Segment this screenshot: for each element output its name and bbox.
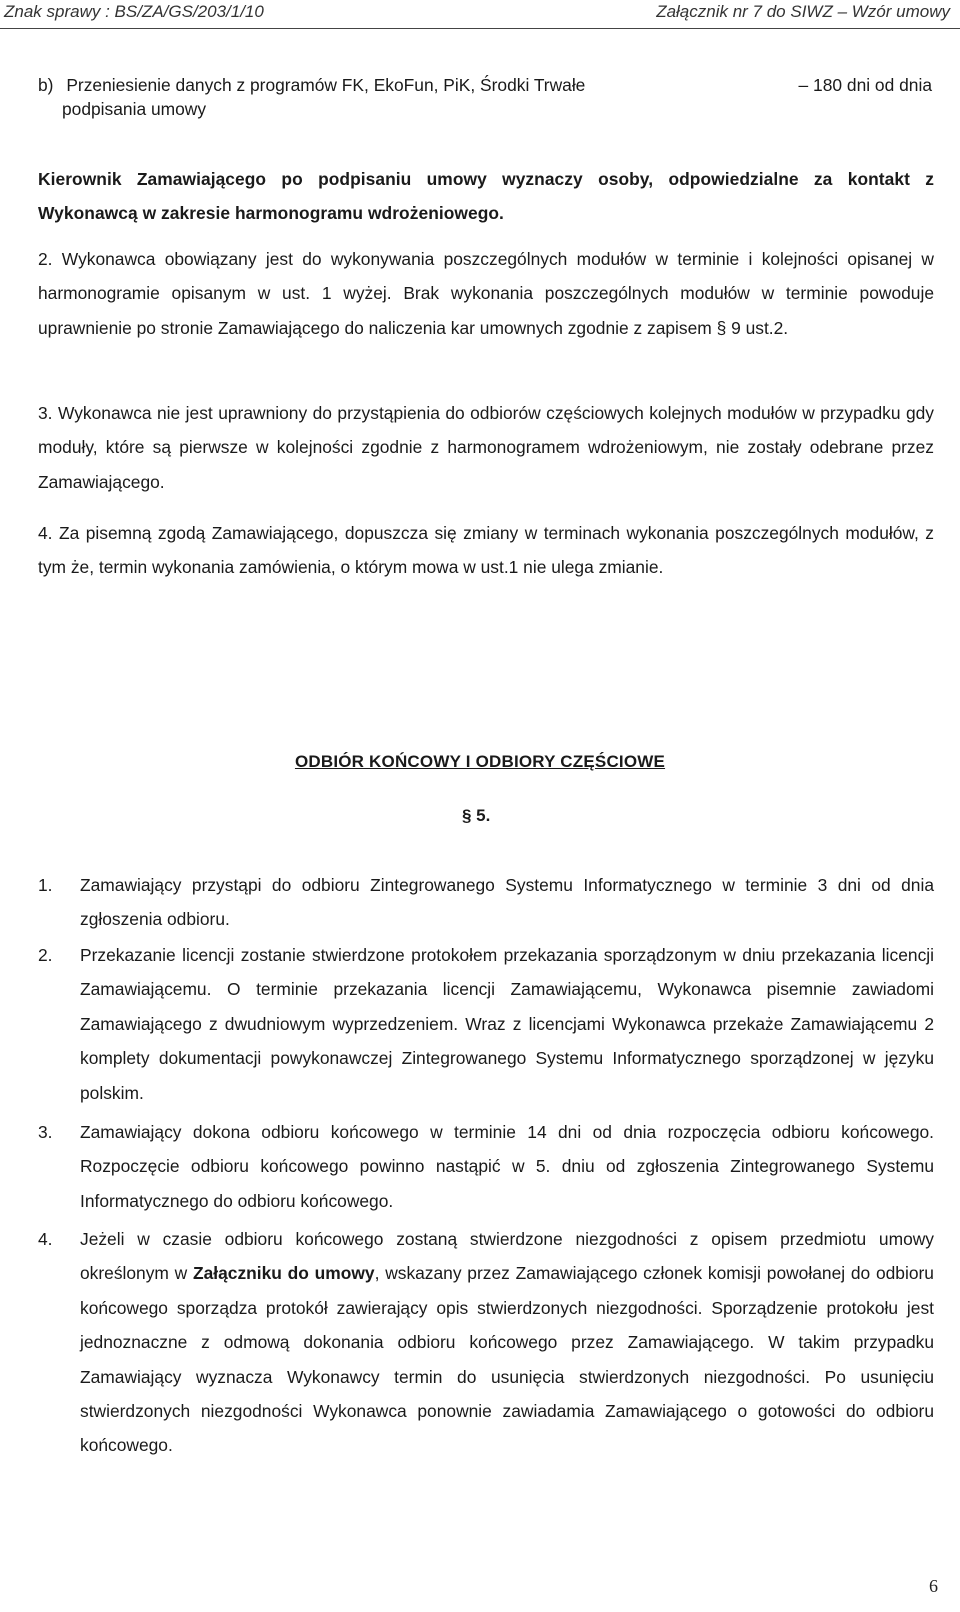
- item-text-part-a: Jeżeli w czasie odbioru końcowego zostaną stwierdzone niezgodności z opisem przedmiotu umowy określonym w: [80, 1229, 934, 1284]
- list-item-b-line1: [38, 68, 934, 102]
- contact-person-paragraph: Kierownik Zamawiającego po podpisaniu umowy wyznaczy osoby, odpowiedzialne za kontakt z Wykonawcą w zakresie harmonogramu wdrożeniowego.: [38, 169, 934, 224]
- item-text-part-b: , wskazany przez Zamawiającego członek komisji powołanej do odbioru końcowego sporządza protokół zawierający opis stwierdzonych niezgodności. Sporządzenie protokołu jest jednoznaczne z odmową dokonania odbioru końcowego przez Zamawiającego. W takim przypadku Zamawiający wyznacza Wykonawcy termin do usunięcia stwierdzonych niezgodności. Po usunięciu stwierdzonych niezgodności Wykonawca ponownie zawiadamia Zamawiającego o gotowości do odbioru końcowego.: [80, 1263, 934, 1456]
- section-heading: ODBIÓR KOŃCOWY I ODBIORY CZĘŚCIOWE: [294, 752, 666, 771]
- item-number: 4.: [38, 1229, 53, 1249]
- paragraph-2: 2. Wykonawca obowiązany jest do wykonywania poszczególnych modułów w terminie i kolejności opisanej w harmonogramie opisanym w ust. 1 wyżej. Brak wykonania poszczególnych modułów w terminie powoduje uprawnienie po stronie Zamawiającego do naliczenia kar umownych zgodnie z zapisem § 9 ust.2.: [38, 249, 934, 338]
- list-item-b-line2: podpisania umowy: [62, 99, 207, 120]
- page-number: 6: [929, 1576, 938, 1596]
- item-number: 2.: [38, 945, 53, 965]
- item-text: [80, 1222, 934, 1463]
- header-divider: [0, 28, 960, 29]
- item-number: 3.: [38, 1122, 53, 1142]
- item-text: Zamawiający dokona odbioru końcowego w terminie 14 dni od dnia rozpoczęcia odbioru końcowego. Rozpoczęcie odbioru końcowego powinno nastąpić w 5. dniu od zgłoszenia Zintegrowanego Systemu Informatycznego do odbioru końcowego.: [80, 1122, 934, 1211]
- item-text: Zamawiający przystąpi do odbioru Zintegrowanego Systemu Informatycznego w terminie 3 dni od dnia zgłoszenia odbioru.: [80, 875, 934, 930]
- paragraph-3: 3. Wykonawca nie jest uprawniony do przystąpienia do odbiorów częściowych kolejnych modułów w przypadku gdy moduły, które są pierwsze w kolejności zgodnie z harmonogramem wdrożeniowym, nie zostały odebrane przez Zamawiającego.: [38, 403, 934, 492]
- section5-item-4: [38, 1222, 934, 1463]
- list-item-b-text: Przeniesienie danych z programów FK, EkoFun, PiK, Środki Trwałe: [66, 75, 586, 95]
- section-number: § 5.: [462, 806, 491, 825]
- list-item-b-deadline: – 180 dni od dnia: [798, 75, 932, 95]
- section5-item-3: [38, 1115, 934, 1218]
- item-text: Przekazanie licencji zostanie stwierdzone protokołem przekazania sporządzonym w dniu przekazania licencji Zamawiającemu. O terminie przekazania licencji Zamawiającemu, Wykonawca pisemnie zawiadomi Zamawiającego z dwudniowym wyprzedzeniem. Wraz z licencjami Wykonawca przekaże Zamawiającemu 2 komplety dokumentacji powykonawczej Zintegrowanego Systemu Informatycznego sporządzonej w języku polskim.: [80, 945, 934, 1103]
- attachment-reference: Załączniku do umowy: [193, 1263, 375, 1284]
- header-attachment-title: Załącznik nr 7 do SIWZ – Wzór umowy: [656, 2, 950, 21]
- header-document-reference: Znak sprawy : BS/ZA/GS/203/1/10: [4, 2, 264, 21]
- list-item-b-label: b): [38, 75, 54, 95]
- list-item-b: [38, 68, 934, 127]
- item-number: 1.: [38, 875, 53, 895]
- section5-item-2: [38, 938, 934, 1110]
- section5-item-1: [38, 868, 934, 937]
- paragraph-4: 4. Za pisemną zgodą Zamawiającego, dopuszcza się zmiany w terminach wykonania poszczególnych modułów, z tym że, termin wykonania zamówienia, o którym mowa w ust.1 nie ulega zmianie.: [38, 523, 934, 578]
